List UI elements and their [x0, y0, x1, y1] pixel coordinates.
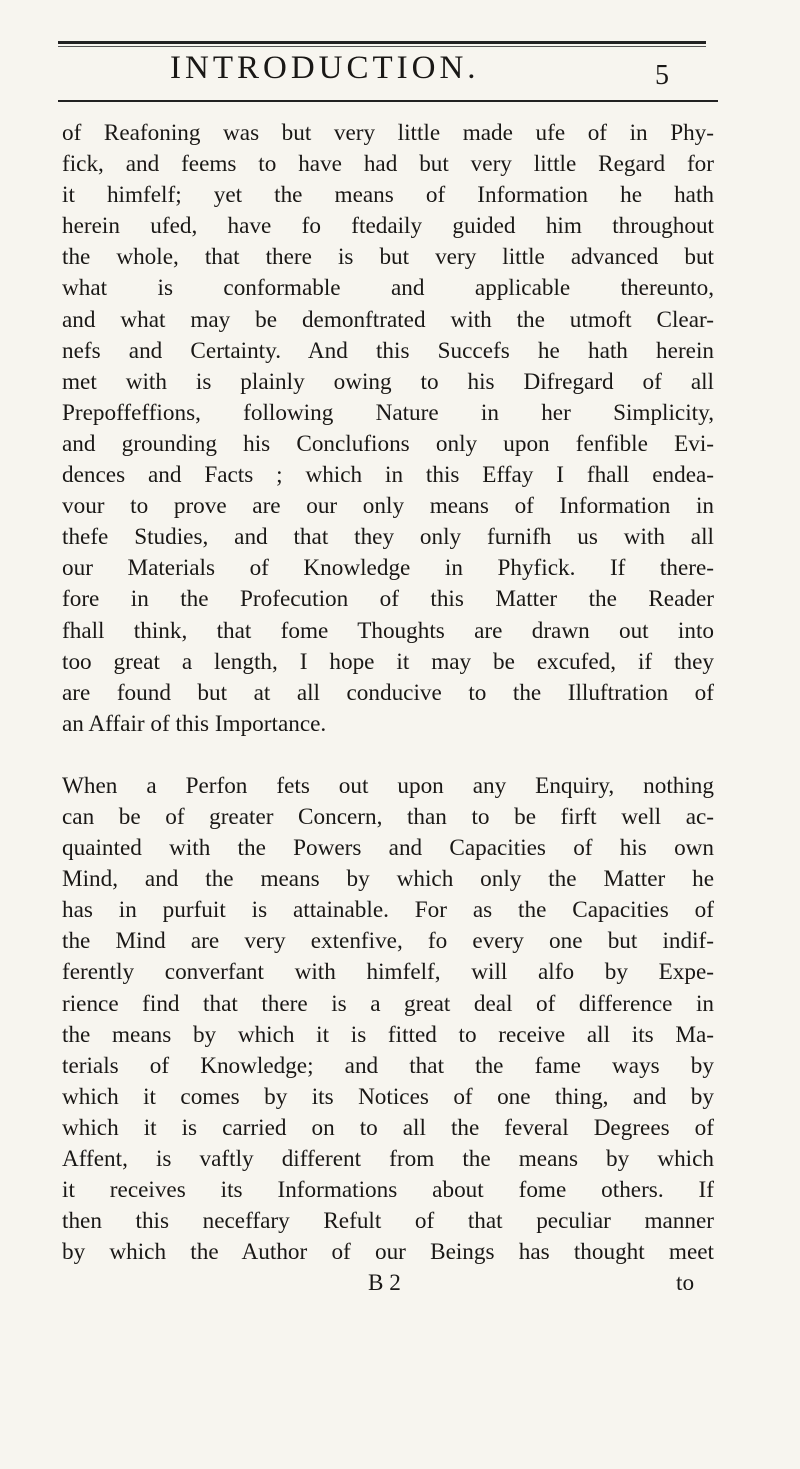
running-head: INTRODUCTION. — [170, 50, 480, 86]
text-line: which it is carried on to all the feveral Degrees of — [62, 1114, 714, 1141]
text-line: the whole, that there is but very little advanced but — [62, 244, 714, 271]
text-line: Mind, and the means by which only the Matter he — [62, 866, 714, 893]
text-line: vour to prove are our only means of Information in — [62, 493, 714, 520]
body-text — [62, 118, 714, 1299]
text-line: terials of Knowledge; and that the fame ways by — [62, 1052, 714, 1079]
text-line: too great a length, I hope it may be excufed, if they — [62, 648, 714, 675]
text-line: by which the Author of our Beings has thought meet — [62, 1239, 714, 1266]
text-line: Affent, is vaftly different from the means by which — [62, 1146, 714, 1172]
text-line: are found but at all conducive to the Illuftration of — [62, 679, 714, 706]
text-line: Prepoffeffions, following Nature in her Simplicity, — [62, 399, 714, 426]
catchword: to — [676, 1270, 695, 1297]
text-line: an Affair of this Importance. — [62, 710, 327, 737]
text-line: and grounding his Conclufions only upon fenfible Evi- — [62, 430, 714, 457]
text-line: nefs and Certainty. And this Succefs he hath herein — [62, 337, 714, 364]
page-footer — [62, 1268, 714, 1299]
text-line: fhall think, that fome Thoughts are drawn out into — [62, 617, 714, 644]
text-line: can be of greater Concern, than to be firft well ac- — [62, 803, 714, 830]
header-rule — [58, 100, 718, 102]
text-line: fore in the Profecution of this Matter the Reader — [62, 586, 714, 613]
text-line: dences and Facts ; which in this Effay I fhall endea- — [62, 462, 714, 489]
text-line: of Reafoning was but very little made ufe of in Phy- — [62, 120, 714, 146]
text-line: herein ufed, have fo ftedaily guided him throughout — [62, 213, 714, 240]
signature-mark: B 2 — [368, 1270, 401, 1297]
text-line: our Materials of Knowledge in Phyfick. If there- — [62, 555, 714, 582]
paragraph-gap — [62, 740, 714, 771]
text-line: has in purfuit is attainable. For as the Capacities of — [62, 897, 714, 924]
text-line: then this neceffary Refult of that peculiar manner — [62, 1208, 714, 1235]
text-line: ferently converfant with himfelf, will alfo by Expe- — [62, 959, 714, 986]
text-line: rience find that there is a great deal of difference in — [62, 990, 714, 1017]
paragraph-2 — [62, 771, 714, 1269]
text-line: met with is plainly owing to his Difregard of all — [62, 368, 714, 395]
text-line: what is conformable and applicable thereunto, — [62, 275, 714, 302]
top-rule-thick — [58, 41, 706, 44]
paragraph-1 — [62, 118, 714, 740]
text-line: thefe Studies, and that they only furnifh us with all — [62, 524, 714, 551]
page-number: 5 — [655, 60, 669, 91]
top-rule-thin — [58, 46, 706, 47]
text-line: the Mind are very extenfive, fo every one but indif- — [62, 928, 714, 955]
text-line: it receives its Informations about fome others. If — [62, 1177, 714, 1204]
text-line: which it comes by its Notices of one thing, and by — [62, 1083, 714, 1110]
text-line: the means by which it is fitted to receive all its Ma- — [62, 1021, 714, 1048]
text-line: When a Perfon fets out upon any Enquiry, nothing — [62, 772, 714, 799]
text-line: and what may be demonftrated with the utmoft Clear- — [62, 306, 714, 333]
text-line: it himfelf; yet the means of Information he hath — [62, 182, 714, 209]
text-line: fick, and feems to have had but very little Regard for — [62, 151, 714, 178]
text-line: quainted with the Powers and Capacities of his own — [62, 835, 714, 862]
